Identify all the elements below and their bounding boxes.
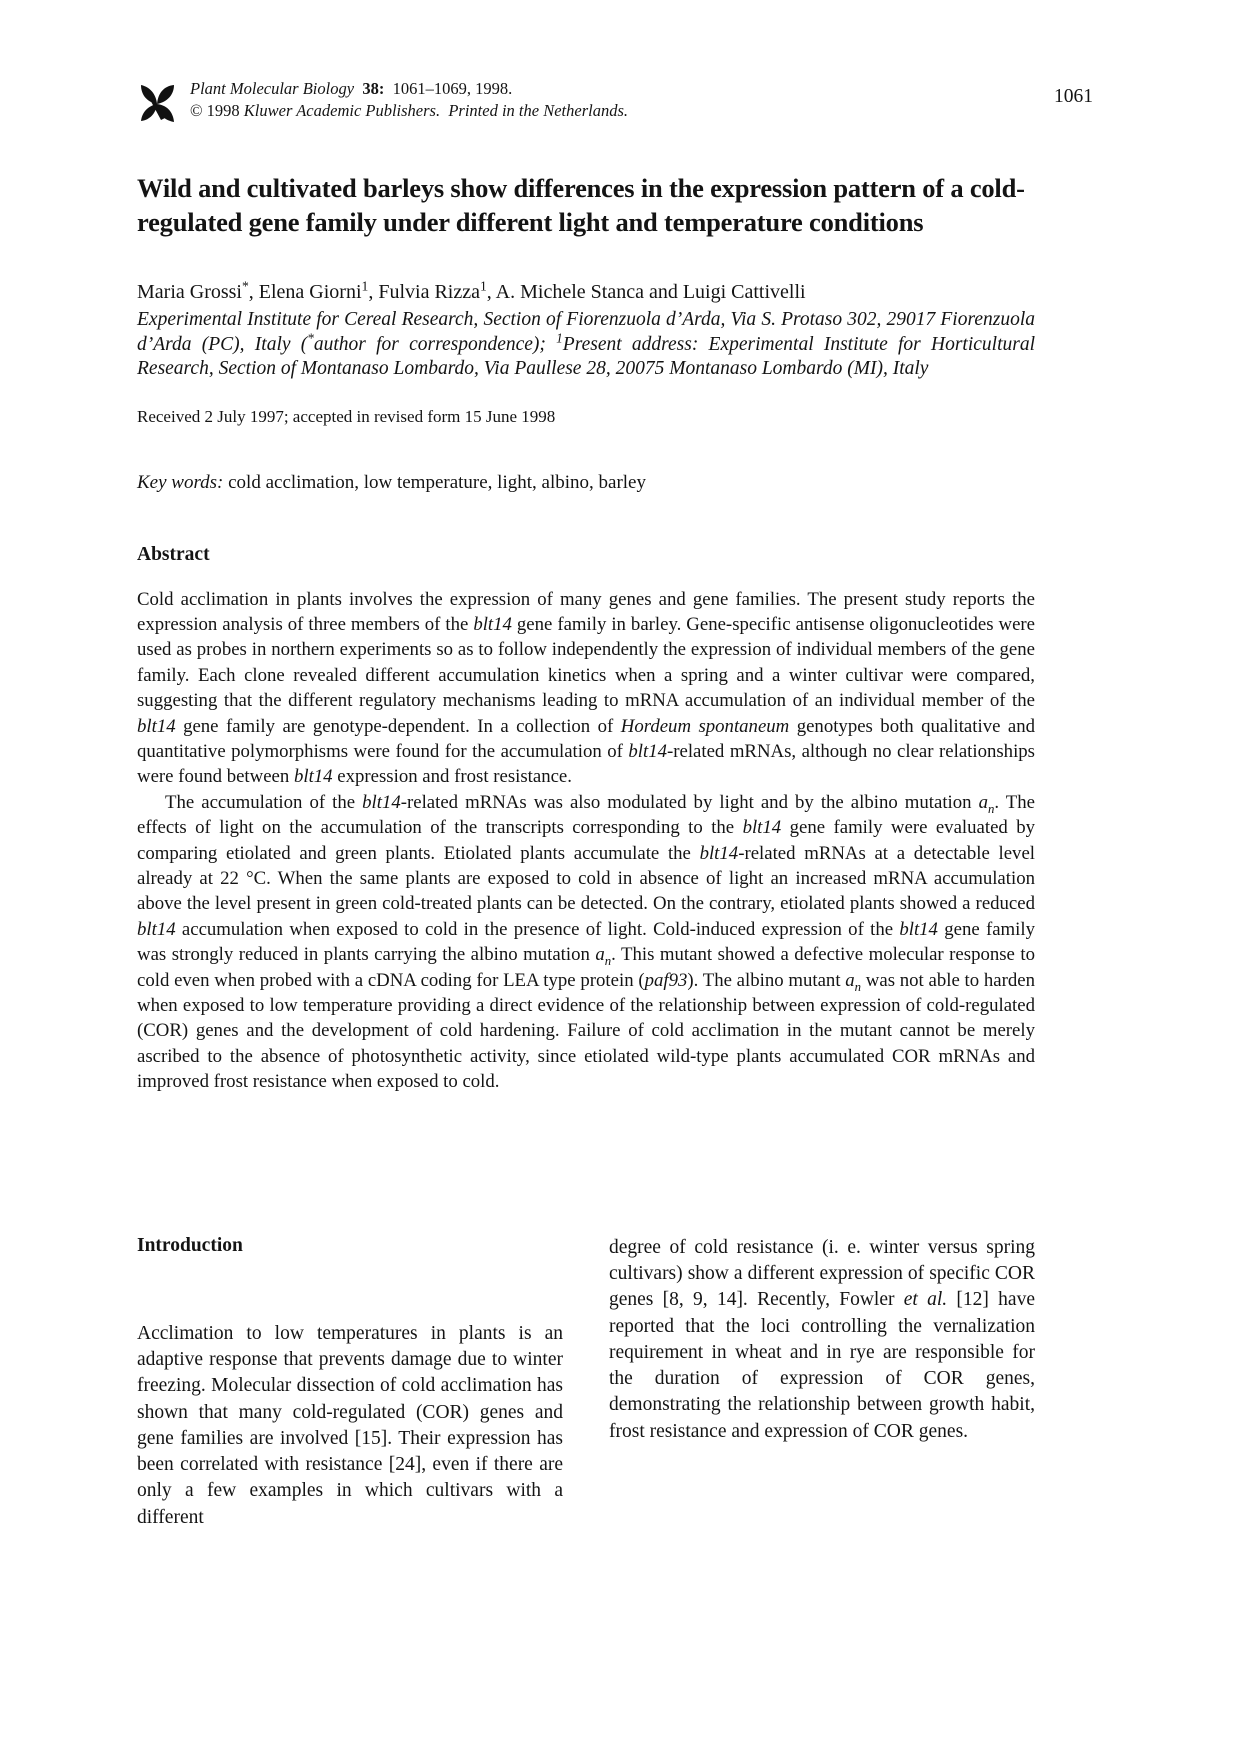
- received-dates-line: Received 2 July 1997; accepted in revised form 15 June 1998: [137, 406, 556, 426]
- journal-copyright-line: © 1998 Kluwer Academic Publishers. Printed in the Netherlands.: [190, 100, 628, 120]
- journal-citation-line: Plant Molecular Biology 38: 1061–1069, 1998.: [190, 79, 513, 98]
- journal-info: [190, 78, 628, 121]
- introduction-heading: Introduction: [137, 1234, 243, 1256]
- abstract-paragraph-2: The accumulation of the blt14-related mRNAs was also modulated by light and by the albino mutation $a_n$. The effects of light on the accumulation of the transcripts corresponding to the blt14 gene family were evaluated by comparing etiolated and green plants. Etiolated plants accumulate the blt14-related mRNAs at a detectable level already at 22 °C. When the same plants are exposed to cold in absence of light an increased mRNA accumulation above the level present in green cold-treated plants can be detected. On the contrary, etiolated plants showed a reduced blt14 accumulation when exposed to cold in the presence of light. Cold-induced expression of the blt14 gene family was strongly reduced in plants carrying the albino mutation $a_n$. This mutant showed a defective molecular response to cold even when probed with a cDNA coding for LEA type protein (paf93). The albino mutant $a_n$ was not able to harden when exposed to low temperature providing a direct evidence of the relationship between expression of cold-regulated (COR) genes and the development of cold hardening. Failure of cold acclimation in the mutant cannot be merely ascribed to the absence of photosynthetic activity, since etiolated wild-type plants accumulated COR mRNAs and improved frost resistance when exposed to cold.: [137, 791, 1036, 1093]
- introduction-paragraph-right: degree of cold resistance (i. e. winter versus spring cultivars) show a different expression of specific COR genes [8, 9, 14]. Recently, Fowler et al. [12] have reported that the loci controlling the vernalization requirement in wheat and in rye are responsible for the duration of expression of COR genes, demonstrating the relationship between growth habit, frost resistance and expression of COR genes.: [609, 1236, 1035, 1442]
- page-number: 1061: [1054, 86, 1093, 107]
- body-two-column-section: [137, 1235, 1035, 1531]
- affiliation-text: Experimental Institute for Cereal Research, Section of Fiorenzuola d’Arda, Via S. Protaso 302, 29017 Fiorenzuola d’Arda (PC), Italy (*author for correspondence); $^1$Present address: Experimental Institute for Horticultural Research, Section of Montanaso Lombardo, Via Paullese 28, 20075 Montanaso Lombardo (MI), Italy: [137, 309, 1035, 379]
- journal-header: [137, 78, 1035, 126]
- kluwer-publisher-logo-icon: [137, 80, 177, 126]
- keywords-line: Key words: cold acclimation, low temperature, light, albino, barley: [137, 471, 646, 493]
- introduction-paragraph-left: Acclimation to low temperatures in plants is an adaptive response that prevents damage due to winter freezing. Molecular dissection of cold acclimation has shown that many cold-regulated (COR) genes and gene families are involved [15]. Their expression has been correlated with resistance [24], even if there are only a few examples in which cultivars with a different: [137, 1322, 563, 1528]
- authors-line: Maria Grossi*, Elena Giorni$^1$, Fulvia Rizza$^1$, A. Michele Stanca and Luigi Cattivelli: [137, 278, 806, 303]
- left-column: [137, 1235, 563, 1531]
- abstract-heading: Abstract: [137, 543, 210, 565]
- article-title: Wild and cultivated barleys show differences in the expression pattern of a cold-regulated gene family under different light and temperature conditions: [137, 173, 1025, 237]
- abstract-paragraph-1: Cold acclimation in plants involves the expression of many genes and gene families. The present study reports the expression analysis of three members of the blt14 gene family in barley. Gene-specific antisense oligonucleotides were used as probes in northern experiments so as to follow independently the expression of individual members of the gene family. Each clone revealed different accumulation kinetics when a spring and a winter cultivar were compared, suggesting that the different regulatory mechanisms leading to mRNA accumulation of an individual member of the blt14 gene family are genotype-dependent. In a collection of Hordeum spontaneum genotypes both qualitative and quantitative polymorphisms were found for the accumulation of blt14-related mRNAs, although no clear relationships were found between blt14 expression and frost resistance.: [137, 588, 1036, 788]
- right-column: [609, 1235, 1035, 1531]
